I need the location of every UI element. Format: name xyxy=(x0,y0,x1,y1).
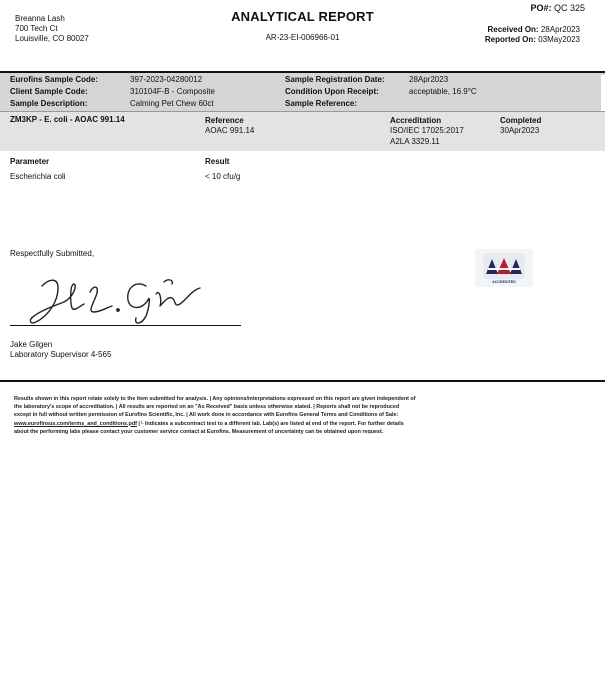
signatory-name: Jake Gilgen xyxy=(10,340,53,349)
reported-on xyxy=(485,35,580,45)
po-number xyxy=(530,3,585,14)
registration-date-label: Sample Registration Date: xyxy=(285,75,385,84)
accreditation-label: Accreditation xyxy=(390,116,442,125)
disclaimer-line xyxy=(14,420,574,428)
terms-link[interactable]: www.eurofinsus.com/terms_and_conditions.pdf xyxy=(14,420,137,427)
accreditation-a2la: A2LA 3329.11 xyxy=(390,137,440,146)
handwritten-signature xyxy=(28,272,218,330)
disclaimer-line: about the performing labs please contact your customer service contact at Eurofins. Measurement of uncertainty can be obtained upon request. xyxy=(14,428,384,435)
table-row xyxy=(10,172,310,184)
test-header-band xyxy=(0,111,605,151)
eurofins-code-label: Eurofins Sample Code: xyxy=(10,75,99,84)
client-code-value: 310104F-B - Composite xyxy=(130,87,215,96)
signatory xyxy=(10,340,111,360)
parameter-header: Parameter xyxy=(10,157,50,166)
closing-text: Respectfully Submitted, xyxy=(10,249,95,258)
disclaimer-line: Results shown in this report relate solely to the item submitted for analysis. | Any opinions/interpretations expressed on this report are given independent of xyxy=(14,396,416,402)
parameter-cell: Escherichia coli xyxy=(10,172,66,181)
completed-label: Completed xyxy=(500,116,542,125)
client-city: Louisville, CO 80027 xyxy=(15,34,89,43)
client-name: Breanna Lash xyxy=(15,14,65,23)
received-value: 28Apr2023 xyxy=(540,25,580,34)
reference-value: AOAC 991.14 xyxy=(205,126,255,135)
signature-line xyxy=(10,325,241,326)
report-number: AR-23-EI-006966-01 xyxy=(265,33,340,42)
accreditation-icon xyxy=(475,249,533,287)
reported-label: Reported On: xyxy=(484,35,536,44)
po-label: PO#: xyxy=(530,3,552,13)
result-header: Result xyxy=(205,157,230,166)
result-cell: < 10 cfu/g xyxy=(205,172,241,181)
received-on xyxy=(485,25,580,35)
description-value: Calming Pet Chew 60ct xyxy=(130,99,214,108)
client-street: 700 Tech Ct xyxy=(15,24,58,33)
reference-label: Reference xyxy=(205,116,244,125)
condition-label: Condition Upon Receipt: xyxy=(285,87,379,96)
footer-divider xyxy=(0,380,605,382)
disclaimer xyxy=(14,395,574,436)
received-label: Received On: xyxy=(487,25,539,34)
test-name: ZM3KP - E. coli - AOAC 991.14 xyxy=(10,115,125,124)
eurofins-code-value: 397-2023-04280012 xyxy=(130,75,203,84)
logo-text: ACCREDITED xyxy=(492,280,516,284)
sample-info-band xyxy=(0,71,605,113)
reported-value: 03May2023 xyxy=(538,35,580,44)
accreditation-iso: ISO/IEC 17025:2017 xyxy=(390,126,464,135)
report-title: ANALYTICAL REPORT xyxy=(231,9,374,24)
completed-value: 30Apr2023 xyxy=(500,126,540,135)
description-label: Sample Description: xyxy=(10,99,88,108)
signatory-title: Laboratory Supervisor 4-565 xyxy=(10,350,112,359)
report-dates xyxy=(485,25,580,45)
disclaimer-line: the laboratory's scope of accreditation. | All results are reported on an "As Received" basis unless otherwise stated. | Reports shall not be reproduced xyxy=(14,404,400,411)
condition-value: acceptable, 16.9°C xyxy=(409,87,477,96)
po-value: QC 325 xyxy=(553,3,585,13)
disclaimer-line: except in full without written permission of Eurofins Scientific, Inc. | All work done in accordance with Eurofins General Terms and Conditions of Sale: xyxy=(14,412,399,419)
registration-date-value: 28Apr2023 xyxy=(409,75,449,84)
disclaimer-text: | ᴸ Indicates a subcontract test to a different lab. Lab(s) are listed at end of the report. For further details xyxy=(136,420,404,427)
client-code-label: Client Sample Code: xyxy=(10,87,88,96)
sample-reference-label: Sample Reference: xyxy=(285,99,358,108)
a2la-accredited-logo xyxy=(475,249,533,287)
